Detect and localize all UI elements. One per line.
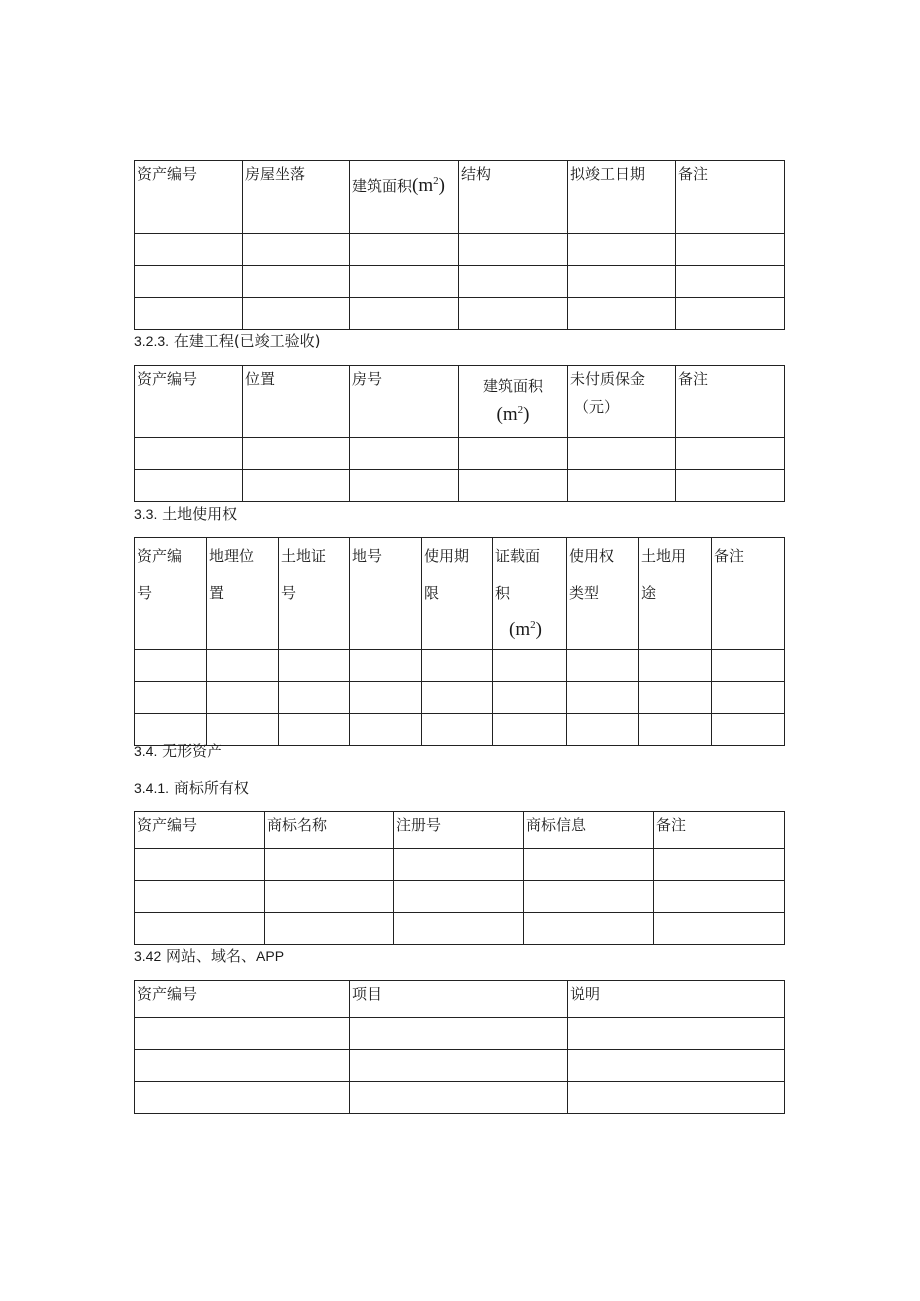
header-cell: 建筑面积 $(m^2)$ xyxy=(459,366,568,438)
header-cell: 结构 xyxy=(459,161,568,234)
area-unit: $(m^2)$ xyxy=(412,175,445,196)
header-cell: 使用权 类型 xyxy=(567,538,639,650)
table-row xyxy=(135,1050,785,1082)
section-heading-3-4-1: 3.4.1. 商标所有权 xyxy=(134,779,249,797)
header-cell: 房号 xyxy=(350,366,459,438)
table-header-row xyxy=(135,161,785,234)
table-header-row xyxy=(135,981,785,1018)
header-cell: 建筑面积$(m^2)$ xyxy=(350,161,459,234)
header-cell: 备注 xyxy=(654,812,785,849)
area-unit: $(m^2)$ xyxy=(509,619,542,640)
section-heading-3-2-3: 3.2.3. 在建工程(已竣工验收) xyxy=(134,332,321,350)
section-heading-3-3: 3.3. 土地使用权 xyxy=(134,505,238,523)
table-row xyxy=(135,650,785,682)
deposit-unit: （元） xyxy=(574,398,620,416)
header-cell: 资产编号 xyxy=(135,981,350,1018)
header-cell: 备注 xyxy=(712,538,785,650)
table-row xyxy=(135,234,785,266)
trademark-table xyxy=(134,811,785,945)
header-cell: 房屋坐落 xyxy=(243,161,350,234)
table-header-row xyxy=(135,812,785,849)
table-row xyxy=(135,438,785,470)
table-row xyxy=(135,470,785,502)
area-unit: $(m^2)$ xyxy=(496,404,530,425)
header-cell: 资产编号 xyxy=(135,812,265,849)
header-cell: 地号 xyxy=(350,538,422,650)
header-cell: 资产编号 xyxy=(135,161,243,234)
land-use-table xyxy=(134,537,785,746)
construction-table xyxy=(134,365,785,502)
table-row xyxy=(135,1082,785,1114)
table-row xyxy=(135,266,785,298)
table-row xyxy=(135,298,785,330)
table-header-row xyxy=(135,366,785,438)
header-cell: 备注 xyxy=(676,161,785,234)
header-cell: 资产编号 xyxy=(135,366,243,438)
table-row xyxy=(135,849,785,881)
header-cell: 未付质保金 （元） xyxy=(568,366,676,438)
table-row xyxy=(135,1018,785,1050)
header-cell: 备注 xyxy=(676,366,785,438)
website-domain-app-table xyxy=(134,980,785,1114)
header-cell: 商标名称 xyxy=(265,812,394,849)
header-cell: 说明 xyxy=(568,981,785,1018)
header-cell: 拟竣工日期 xyxy=(568,161,676,234)
header-cell: 位置 xyxy=(243,366,350,438)
section-heading-3-4: 3.4. 无形资产 xyxy=(134,742,223,760)
header-cell: 资产编 号 xyxy=(135,538,207,650)
table-row xyxy=(135,913,785,945)
building-table xyxy=(134,160,785,330)
header-cell: 土地用 途 xyxy=(639,538,712,650)
table-row xyxy=(135,881,785,913)
header-cell: 使用期 限 xyxy=(422,538,493,650)
section-heading-3-4-2: 3.42 网站、域名、APP xyxy=(134,947,285,965)
table-header-row xyxy=(135,538,785,650)
header-cell: 土地证 号 xyxy=(279,538,350,650)
table-row xyxy=(135,714,785,746)
header-cell: 商标信息 xyxy=(524,812,654,849)
table-row xyxy=(135,682,785,714)
header-cell: 证载面 积 $(m^2)$ xyxy=(493,538,567,650)
header-cell: 地理位 置 xyxy=(207,538,279,650)
header-cell: 注册号 xyxy=(394,812,524,849)
header-cell: 项目 xyxy=(350,981,568,1018)
